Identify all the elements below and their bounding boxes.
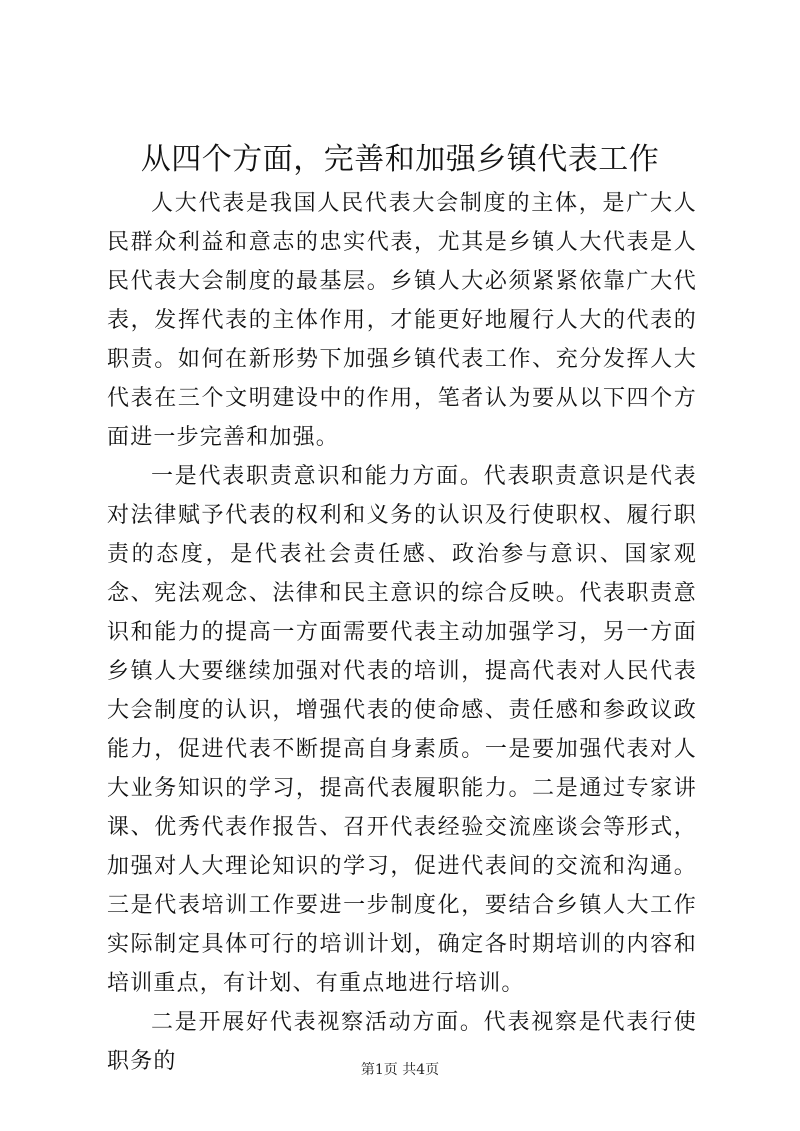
- document-title: 从四个方面，完善和加强乡镇代表工作: [140, 142, 660, 177]
- document-body: [107, 184, 697, 1081]
- paragraph-point-one: 一是代表职责意识和能力方面。代表职责意识是代表对法律赋予代表的权利和义务的认识及行使职权、履行职责的态度，是代表社会责任感、政治参与意识、国家观念、宪法观念、法律和民主意识的综合反映。代表职责意识和能力的提高一方面需要代表主动加强学习，另一方面乡镇人大要继续加强对代表的培训，提高代表对人民代表大会制度的认识，增强代表的使命感、责任感和参政议政能力，促进代表不断提高自身素质。一是要加强代表对人大业务知识的学习，提高代表履职能力。二是通过专家讲课、优秀代表作报告、召开代表经验交流座谈会等形式，加强对人大理论知识的学习，促进代表间的交流和沟通。三是代表培训工作要进一步制度化，要结合乡镇人大工作实际制定具体可行的培训计划，确定各时期培训的内容和培训重点，有计划、有重点地进行培训。: [107, 464, 697, 996]
- paragraph-point-two: 二是开展好代表视察活动方面。代表视察是代表行使职务的: [107, 1010, 697, 1074]
- paragraph-intro: 人大代表是我国人民代表大会制度的主体，是广大人民群众利益和意志的忠实代表，尤其是乡镇人大代表是人民代表大会制度的最基层。乡镇人大必须紧紧依靠广大代表，发挥代表的主体作用，才能更好地履行人大的代表的职责。如何在新形势下加强乡镇代表工作、充分发挥人大代表在三个文明建设中的作用，笔者认为要从以下四个方面进一步完善和加强。: [107, 191, 697, 450]
- page-number-footer: 第1页 共4页: [360, 1062, 440, 1078]
